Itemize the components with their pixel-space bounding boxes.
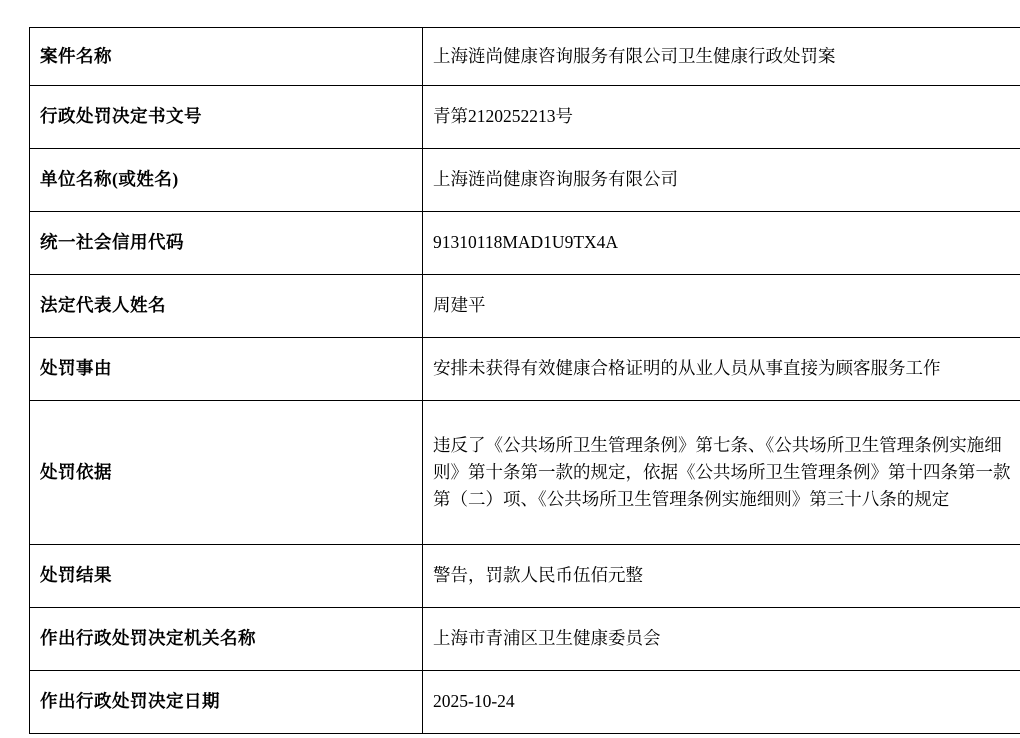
row-value-deciding-authority: 上海市青浦区卫生健康委员会 bbox=[423, 608, 1020, 671]
row-value-case-name: 上海涟尚健康咨询服务有限公司卫生健康行政处罚案 bbox=[423, 28, 1020, 86]
row-label-penalty-result: 处罚结果 bbox=[30, 545, 423, 608]
row-value-penalty-result: 警告，罚款人民币伍佰元整 bbox=[423, 545, 1020, 608]
row-value-penalty-basis: 违反了《公共场所卫生管理条例》第七条、《公共场所卫生管理条例实施细则》第十条第一款的规定，依据《公共场所卫生管理条例》第十四条第一款第（二）项、《公共场所卫生管理条例实施细则》第三十八条的规定 bbox=[423, 401, 1020, 545]
table-row bbox=[30, 608, 1020, 671]
table-row bbox=[30, 671, 1020, 734]
row-value-penalty-reason: 安排未获得有效健康合格证明的从业人员从事直接为顾客服务工作 bbox=[423, 338, 1020, 401]
row-label-penalty-basis: 处罚依据 bbox=[30, 401, 423, 545]
row-value-decision-number: 青第2120252213号 bbox=[423, 86, 1020, 149]
table-row bbox=[30, 275, 1020, 338]
row-label-decision-number: 行政处罚决定书文号 bbox=[30, 86, 423, 149]
table-row bbox=[30, 212, 1020, 275]
row-label-entity-name: 单位名称(或姓名) bbox=[30, 149, 423, 212]
row-label-penalty-reason: 处罚事由 bbox=[30, 338, 423, 401]
row-value-decision-date: 2025-10-24 bbox=[423, 671, 1020, 734]
row-label-legal-representative: 法定代表人姓名 bbox=[30, 275, 423, 338]
row-value-entity-name: 上海涟尚健康咨询服务有限公司 bbox=[423, 149, 1020, 212]
row-label-credit-code: 统一社会信用代码 bbox=[30, 212, 423, 275]
table-row bbox=[30, 149, 1020, 212]
table-row bbox=[30, 28, 1020, 86]
penalty-info-table bbox=[29, 27, 1020, 734]
row-label-decision-date: 作出行政处罚决定日期 bbox=[30, 671, 423, 734]
row-label-deciding-authority: 作出行政处罚决定机关名称 bbox=[30, 608, 423, 671]
table-row bbox=[30, 86, 1020, 149]
table-row bbox=[30, 545, 1020, 608]
row-label-case-name: 案件名称 bbox=[30, 28, 423, 86]
row-value-legal-representative: 周建平 bbox=[423, 275, 1020, 338]
table-row bbox=[30, 401, 1020, 545]
row-value-credit-code: 91310118MAD1U9TX4A bbox=[423, 212, 1020, 275]
table-row bbox=[30, 338, 1020, 401]
